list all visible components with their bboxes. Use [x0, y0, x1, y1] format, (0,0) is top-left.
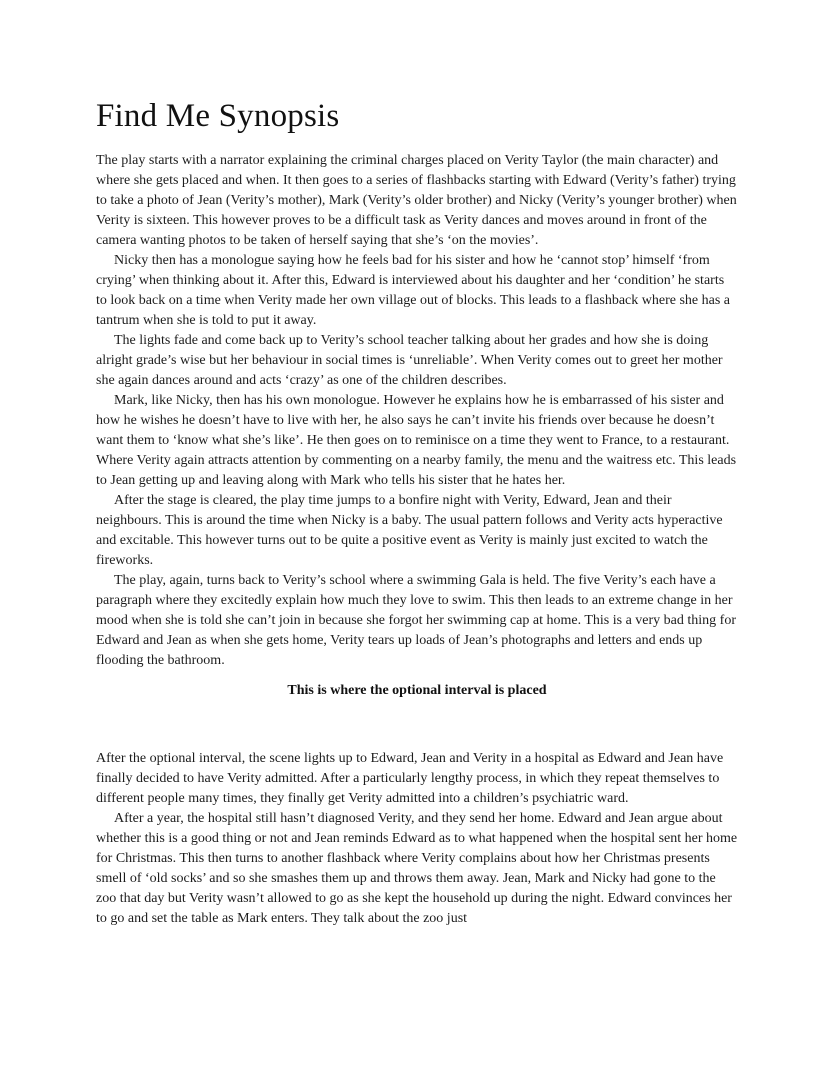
synopsis-section-1 [96, 151, 738, 671]
paragraph: Nicky then has a monologue saying how he feels bad for his sister and how he ‘cannot stop’ himself ‘from crying’ when thinking about it. After this, Edward is interviewed about his daughter and her ‘condition’ he starts to look back on a time when Verity made her own village out of blocks. This leads to a flashback where she has a tantrum when she is told to put it away. [96, 253, 730, 328]
paragraph: After a year, the hospital still hasn’t diagnosed Verity, and they send her home. Edward and Jean argue about whether this is a good thing or not and Jean reminds Edward as to what happened when the hospital sent her home for Christmas. This then turns to another flashback where Verity complains about how her Christmas presents smell of ‘old socks’ and so she smashes them up and throws them away. Jean, Mark and Nicky had gone to the zoo that day but Verity wasn’t allowed to go as she kept the household up during the night. Edward convinces her to go and set the table as Mark enters. They talk about the zoo just [96, 811, 738, 926]
paragraph: The play, again, turns back to Verity’s school where a swimming Gala is held. The five Verity’s each have a paragraph where they excitedly explain how much they love to swim. This then leads to an extreme change in her mood when she is told she can’t join in because she forgot her swimming cap at home. This is a very bad thing for Edward and Jean as when she gets home, Verity tears up loads of Jean’s photographs and letters and ends up flooding the bathroom. [96, 573, 736, 668]
paragraph: After the stage is cleared, the play time jumps to a bonfire night with Verity, Edward, Jean and their neighbours. This is around the time when Nicky is a baby. The usual pattern follows and Verity acts hyperactive and excitable. This however turns out to be quite a positive event as Verity is mainly just excited to watch the fireworks. [96, 493, 723, 568]
paragraph: The play starts with a narrator explaining the criminal charges placed on Verity Taylor (the main character) and where she gets placed and when. It then goes to a series of flashbacks starting with Edward (Verity’s father) trying to take a photo of Jean (Verity’s mother), Mark (Verity’s older brother) and Nicky (Verity’s younger brother) when Verity is sixteen. This however proves to be a difficult task as Verity dances and moves around in front of the camera wanting photos to be taken of herself saying that she’s ‘on the movies’. [96, 153, 737, 248]
page-title: Find Me Synopsis [96, 98, 340, 134]
paragraph: After the optional interval, the scene lights up to Edward, Jean and Verity in a hospital as Edward and Jean have finally decided to have Verity admitted. After a particularly lengthy process, in which they repeat themselves to different people many times, they finally get Verity admitted into a children’s psychiatric ward. [96, 751, 724, 806]
synopsis-section-2 [96, 749, 738, 929]
paragraph: The lights fade and come back up to Verity’s school teacher talking about her grades and how she is doing alright grade’s wise but her behaviour in social times is ‘unreliable’. When Verity comes out to greet her mother she again dances around and acts ‘crazy’ as one of the children describes. [96, 333, 723, 388]
paragraph: Mark, like Nicky, then has his own monologue. However he explains how he is embarrassed of his sister and how he wishes he doesn’t have to live with her, he also says he can’t invite his friends over because he doesn’t want them to ‘know what she’s like’. He then goes on to reminisce on a time they went to France, to a restaurant. Where Verity again attracts attention by commenting on a nearby family, the menu and the waitress etc. This leads to Jean getting up and leaving along with Mark who tells his sister that he hates her. [96, 393, 737, 488]
interval-note: This is where the optional interval is placed [287, 683, 547, 698]
document-content [96, 98, 738, 929]
